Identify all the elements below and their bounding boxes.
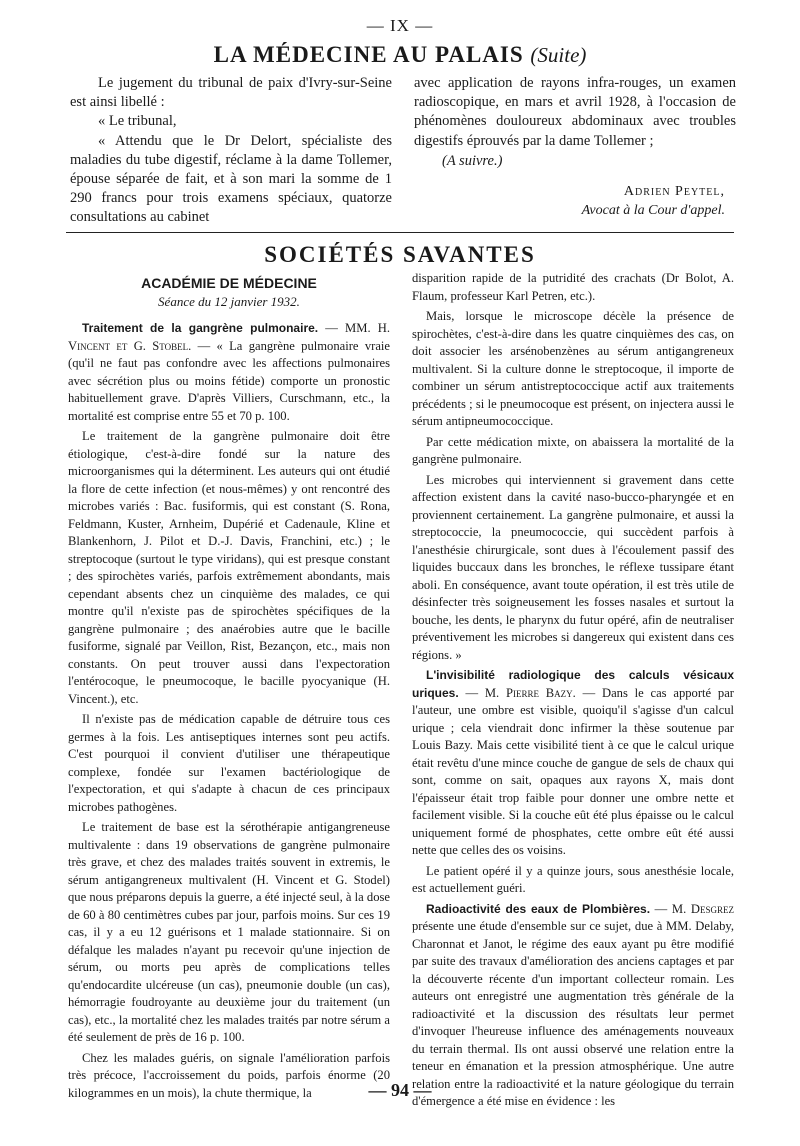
article-plombieres-author: — M. Desgrez <box>650 901 734 916</box>
academy-heading: ACADÉMIE DE MÉDECINE <box>141 275 317 291</box>
article-calculs-author: — M. Pierre Bazy. <box>458 685 576 700</box>
article-gangrene-p8: Par cette médication mixte, on abaissera la mortalité de la gangrène pulmonaire. <box>412 434 734 466</box>
article-gangrene-p2: Le traitement de la gangrène pulmonaire doit être étiologique, c'est-à-dire fondé sur la nature des microorganismes qui la déterminent. Les auteurs qui ont étudié la flore de cette infection (et nous-mêmes) y ont rencontré des microbes variés : Bac. fusiformis, qui est constant (S. Rona, Feldmann, Kuster, Arnheim, Dupérié et Cadenaule, Kline et Blankenhorn, J. Pilot et D.-J. Davis, Franchini, etc.) ; le streptocoque (surtout le type viridans), qui est presque constant ; des spirochètes variés, parfois extrêmement abondants, mais cependant absents chez un cinquième des malades, ce qui montre qu'il n'existe pas de spirochètes spécifiques de la gangrène pulmonaire ; des anaérobies autre que le bacille fusiforme, signalé par Veillon, Rist, Bezançon, etc., mais non constants. On peut trouver aussi dans l'expectoration l'entérocoque, le pneumocoque, le bacille pyocyanique (H. Vincent.), etc. <box>68 429 390 706</box>
medecine-right-p1: avec application de rayons infra-rouges, un examen radioscopique, en mars et avril 1928, à l'occasion de phénomènes douloureux abdominaux avec troubles digestifs éprouvés par la dame Tollemer ; <box>414 75 736 149</box>
medecine-left-p3: « Attendu que le Dr Delort, spécialiste des maladies du tube digestif, réclame à la dame Tollemer, épouse séparée de fait, et à son mari la somme de 1 290 francs pour trois examens spéciaux, quatorze consultations au cabinet <box>70 132 392 226</box>
article-gangrene-heading: Traitement de la gangrène pulmonaire. <box>82 321 319 335</box>
article-plombieres-p1: présente une étude d'ensemble sur ce sujet, due à MM. Delaby, Charonnat et Janot, le régime des eaux ayant pu être modifié par suite des travaux d'amélioration des anciens captages et par la découverte récente d'un important collecteur romain. Les auteurs ont enregistré une augmentation très générale de la radioactivité et la discussion des résultats leur permet d'invoquer l'heureuse influence des aménagements nouveaux du terrain thermal. Ils ont aussi observé une relation entre la teneur en émanation et la pression atmosphérique. Une autre relation entre la radioactivité et la nature géologique du terrain d'émergence a été mise en évidence : les <box>412 919 734 1108</box>
medecine-right-column <box>414 74 736 171</box>
article-calculs-heading: L'invisibilité radiologique des calculs vésicaux uriques. <box>412 668 734 700</box>
page-roman-numeral: — IX — <box>366 16 434 35</box>
article-gangrene-p7: Mais, lorsque le microscope décèle la présence de spirochètes, c'est-à-dire dans les quatre cinquièmes des cas, on doit associer les arsénobenzènes au sérum antigangreneux multivalent. Si la culture donne le streptocoque, il importe de combiner un sérum antistreptococcique actif aux traitements précédents ; si le pneumocoque est présent, on injectera aussi le sérum antipneumococcique. <box>412 309 734 428</box>
article-gangrene-p3: Il n'existe pas de médication capable de détruire tous ces germes à la fois. Les antiseptiques internes sont peu actifs. C'est pourquoi il convient d'utiliser une thérapeutique complexe, fondée sur l'examen bactériologique de l'expectoration, et qui s'adapte à chacun de ces principaux microbes pathogènes. <box>68 712 390 814</box>
medecine-a-suivre: (A suivre.) <box>442 152 503 169</box>
article-gangrene-p4: Le traitement de base est la sérothérapie antigangreneuse multivalente : dans 19 observations de gangrène pulmonaire très grave, et chez des malades traités souvent in extremis, le sérum antigangreneux multivalent (H. Vincent et G. Stodel) que nous préparons depuis la guerre, a été injecté seul, à la dose de 60 à 80 centimètres cubes par jour, parfois moins. Sur ces 19 cas, il y a eu 12 guérisons et 1 malade stationnaire. Si on défalque les malades n'ayant pu recevoir qu'une injection de sérum, ou morts peu après de complications telles qu'endocardite ulcéreuse (un cas), pneumonie double (un cas), hémorragie foudroyante au deuxième jour du traitement (un cas), etc., la mortalité chez les malades traités par notre sérum a été seulement de près de 16 p. 100. <box>68 820 390 1044</box>
section-divider <box>66 232 734 233</box>
societes-right-column <box>412 270 734 1114</box>
societes-left-column <box>68 320 390 1105</box>
article-gangrene-p5: Chez les malades guéris, on signale l'amélioration parfois très précoce, l'accroissement du poids, parfois énorme (20 kilogrammes en un mois), la chute thermique, la <box>68 1050 390 1100</box>
seance-date: Séance du 12 janvier 1932. <box>158 294 300 309</box>
author-role: Avocat à la Cour d'appel. <box>581 203 725 218</box>
page-number: — 94 — <box>368 1080 432 1100</box>
article-calculs-p2: Le patient opéré il y a quinze jours, sous anesthésie locale, est actuellement guéri. <box>412 863 734 895</box>
medecine-title <box>0 42 800 68</box>
medecine-suite: (Suite) <box>530 43 587 67</box>
medecine-left-p1: Le jugement du tribunal de paix d'Ivry-sur-Seine est ainsi libellé : <box>70 75 392 111</box>
article-gangrene <box>68 320 390 425</box>
medecine-left-p2: « Le tribunal, <box>98 113 177 130</box>
article-gangrene-p1: — « La gangrène pulmonaire vraie (qu'il ne faut pas confondre avec les affections pulmonaires avec sécrétion plus ou moins fétide) comporte un pronostic habituellement grave. D'après Villiers, Curschmann, etc., la mortalité est comprise entre 55 et 70 p. 100. <box>68 338 390 423</box>
medecine-title-text: LA MÉDECINE AU PALAIS <box>213 42 524 67</box>
article-plombieres <box>412 901 734 1111</box>
article-plombieres-heading: Radioactivité des eaux de Plombières. <box>426 901 651 916</box>
article-calculs-p1: — Dans le cas apporté par l'auteur, une ombre est visible, quoiqu'il s'agisse d'un calcul urique ; cela viendrait donc infirmer la thèse soutenue par Louis Bazy. Mais cette visibilité tient à ce que le calcul urique était revêtu d'une mince couche de gangue de sels de chaux qui sont, comme on sait, opaques aux rayons X, mais dont l'épaisseur était trop faible pour donner une ombre nette et facilement visible. Si la couche eût été plus épaisse ou le calcul uniquement formé de phosphates, cette ombre eût été aussi nette que celles des os voisins. <box>412 685 734 857</box>
medecine-left-column <box>70 74 392 228</box>
societes-title: SOCIÉTÉS SAVANTES <box>264 242 536 267</box>
article-gangrene-authors: — MM. H. Vincent et G. Stobel. <box>68 321 390 353</box>
author-name: Adrien Peytel, <box>623 184 725 199</box>
article-calculs <box>412 667 734 860</box>
article-gangrene-p6: disparition rapide de la putridité des crachats (Dr Bolot, A. Flaum, professeur Karl Petren, etc.). <box>412 271 734 303</box>
article-gangrene-p9: Les microbes qui interviennent si gravement dans cette affection existent dans la cavité naso-bucco-pharyngée et en proviennent certainement. La gangrène pulmonaire, et aussi la streptococcie, la pneumococcie, qui succèdent parfois à l'anesthésie chirurgicale, sont dues à l'écoulement passif des liquides buccaux dans les bronches, le réflexe tussipare étant aboli. En conséquence, avant toute opération, il est très utile de désinfecter très soigneusement les fosses nasales et surtout la bouche, les dents, le pharynx du futur opéré, afin de neutraliser préventivement les microbes si dangereux qui existent dans ces régions. » <box>412 472 734 662</box>
